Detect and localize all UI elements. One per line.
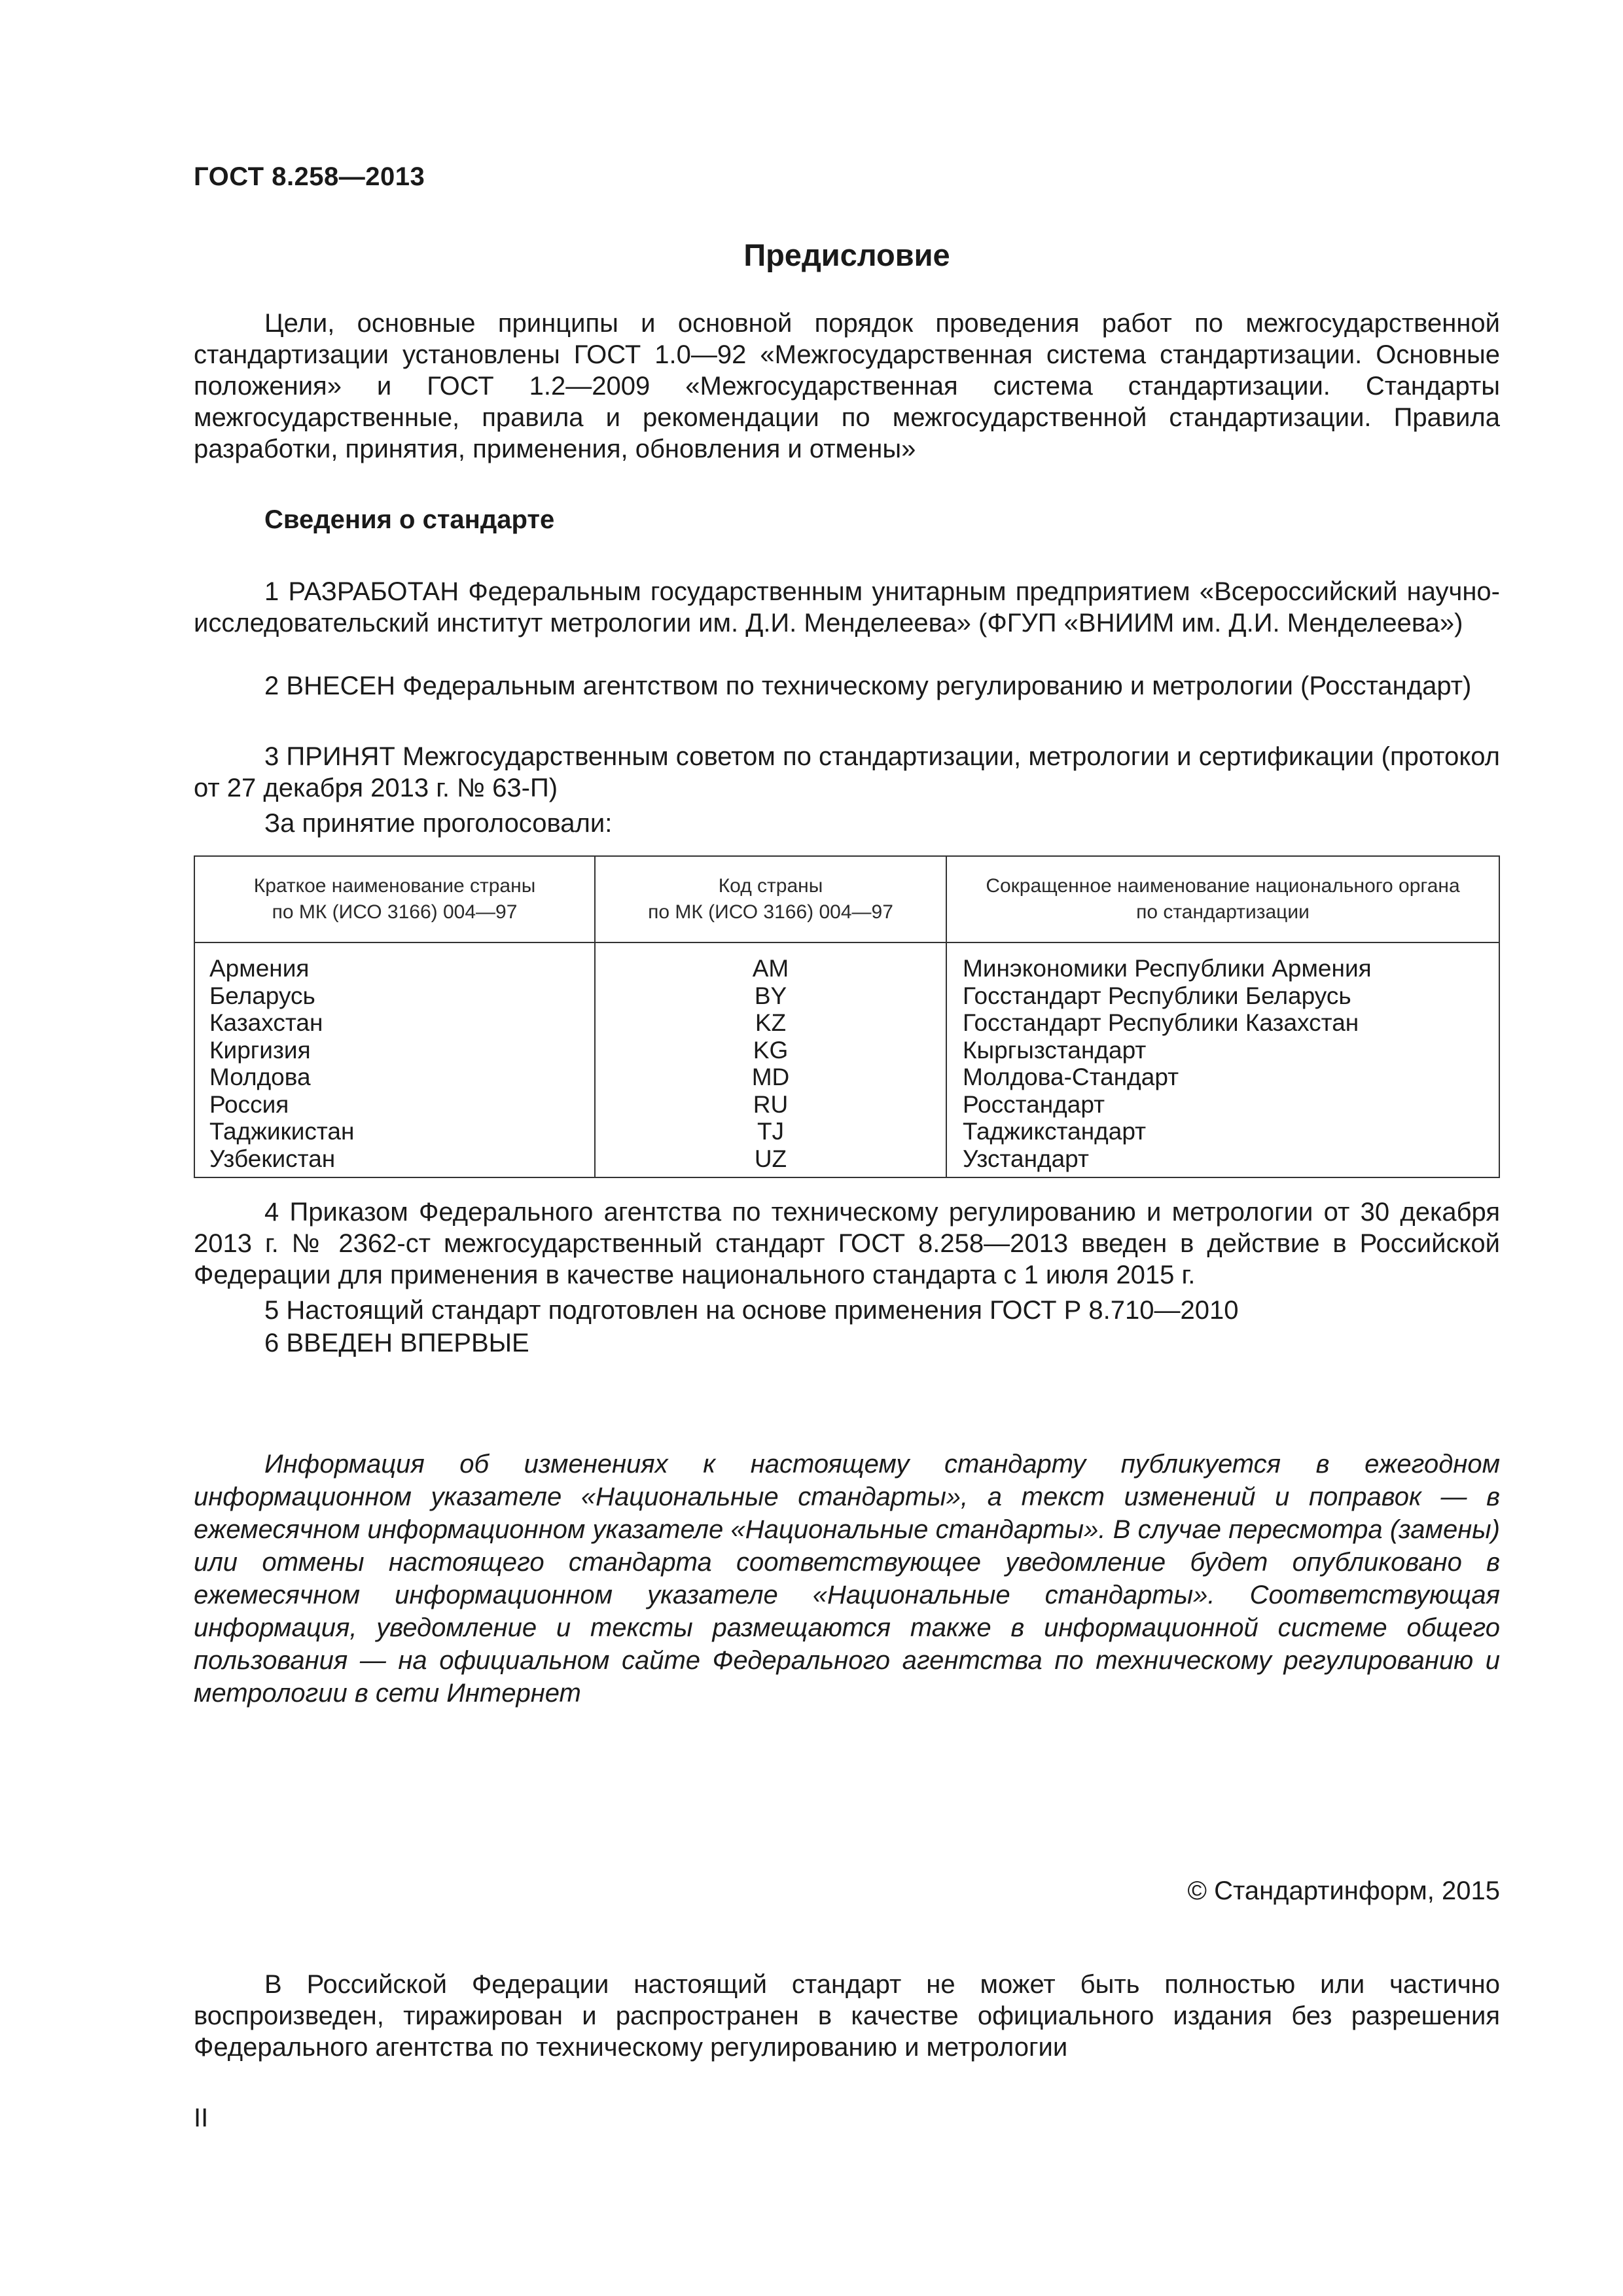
table-cell-country: Россия: [209, 1090, 289, 1118]
table-cell-standards-body: Узстандарт: [963, 1145, 1089, 1172]
body-column: [946, 943, 1499, 1178]
table-cell-standards-body: Росстандарт: [963, 1090, 1105, 1118]
header-country-line2: по МК (ИСО 3166) 004—97: [272, 901, 518, 923]
table-body: [195, 943, 1499, 1178]
table-cell-standards-body: Кыргызстандарт: [963, 1036, 1147, 1064]
item-2-paragraph: 2 ВНЕСЕН Федеральным агентством по техническому регулированию и метрологии (Росстандарт): [264, 672, 1472, 700]
table-cell-country: Армения: [209, 955, 310, 982]
table-cell-code: TJ: [757, 1118, 785, 1145]
voted-label: За принятие проголосовали:: [264, 809, 613, 838]
item-1-paragraph: 1 РАЗРАБОТАН Федеральным государственным унитарным предприятием «Всероссийский научно-исследовательский институт метрологии им. Д.И. Менделеева» (ФГУП «ВНИИМ им. Д.И. Менделеева»): [194, 577, 1500, 637]
table-header-code: [594, 857, 946, 942]
item-4-paragraph: 4 Приказом Федерального агентства по техническому регулированию и метрологии от 30 декабря 2013 г. № 2362-ст межгосударственный стандарт ГОСТ 8.258—2013 введен в действие в Российской Федерации для применения в качестве национального стандарта с 1 июля 2015 г.: [194, 1198, 1500, 1289]
table-header-country: [195, 857, 594, 942]
reproduction-notice: В Российской Федерации настоящий стандарт не может быть полностью или частично воспроизведен, тиражирован и распространен в качестве официального издания без разрешения Федерального агентства по техническому регулированию и метрологии: [194, 1970, 1500, 2062]
page-title: Предисловие: [743, 238, 950, 272]
item-6-paragraph: 6 ВВЕДЕН ВПЕРВЫЕ: [264, 1329, 529, 1357]
table-header-row: [195, 857, 1499, 943]
table-cell-standards-body: Госстандарт Республики Казахстан: [963, 1009, 1359, 1036]
table-cell-code: MD: [751, 1064, 790, 1090]
table-cell-code: BY: [754, 982, 787, 1009]
copyright-line: © Стандартинформ, 2015: [1187, 1876, 1500, 1905]
table-cell-country: Узбекистан: [209, 1145, 336, 1172]
section-heading: Сведения о стандарте: [264, 505, 555, 534]
table-cell-code: RU: [753, 1090, 789, 1118]
table-cell-code: UZ: [754, 1145, 787, 1172]
table-cell-code: KG: [753, 1036, 789, 1064]
change-information-notice: Информация об изменениях к настоящему стандарту публикуется в ежегодном информационном указателе «Национальные стандарты», а текст изменений и поправок — в ежемесячном информационном указателе «Национальные стандарты». В случае пересмотра (замены) или отмены настоящего стандарта соответствующее уведомление будет опубликовано в ежемесячном информационном указателе «Национальные стандарты». Соответствующая информация, уведомление и тексты размещаются также в информационной системе общего пользования — на официальном сайте Федерального агентства по техническому регулированию и метрологии в сети Интернет: [194, 1450, 1500, 1708]
table-cell-country: Киргизия: [209, 1036, 311, 1064]
country-column: [195, 943, 594, 1178]
voting-countries-table: [194, 855, 1500, 1178]
item-5-paragraph: 5 Настоящий стандарт подготовлен на основе применения ГОСТ Р 8.710—2010: [264, 1296, 1239, 1325]
table-cell-country: Беларусь: [209, 982, 315, 1009]
table-header-body: [946, 857, 1499, 942]
header-country-line1: Краткое наименование страны: [253, 875, 536, 897]
table-cell-country: Таджикистан: [209, 1118, 355, 1145]
header-body-line2: по стандартизации: [1136, 901, 1310, 923]
table-cell-code: KZ: [755, 1009, 787, 1036]
header-code-line2: по МК (ИСО 3166) 004—97: [648, 901, 893, 923]
table-cell-country: Молдова: [209, 1064, 311, 1090]
intro-paragraph: Цели, основные принципы и основной порядок проведения работ по межгосударственной стандартизации установлены ГОСТ 1.0—92 «Межгосударственная система стандартизации. Основные положения» и ГОСТ 1.2—2009 «Межгосударственная система стандартизации. Стандарты межгосударственные, правила и рекомендации по межгосударственной стандартизации. Правила разработки, принятия, применения, обновления и отмены»: [194, 309, 1500, 463]
header-code-line1: Код страны: [718, 875, 823, 897]
page-number: II: [194, 2104, 209, 2132]
table-cell-standards-body: Таджикстандарт: [963, 1118, 1147, 1145]
code-column: [594, 943, 946, 1178]
document-id-header: ГОСТ 8.258—2013: [194, 162, 425, 191]
header-body-line1: Сокращенное наименование национального органа: [986, 875, 1460, 897]
item-3-paragraph: 3 ПРИНЯТ Межгосударственным советом по стандартизации, метрологии и сертификации (протокол от 27 декабря 2013 г. № 63-П): [194, 742, 1500, 802]
table-cell-code: AM: [752, 955, 789, 982]
table-cell-standards-body: Минэкономики Республики Армения: [963, 955, 1372, 982]
table-cell-country: Казахстан: [209, 1009, 323, 1036]
table-cell-standards-body: Молдова-Стандарт: [963, 1064, 1179, 1090]
table-cell-standards-body: Госстандарт Республики Беларусь: [963, 982, 1351, 1009]
